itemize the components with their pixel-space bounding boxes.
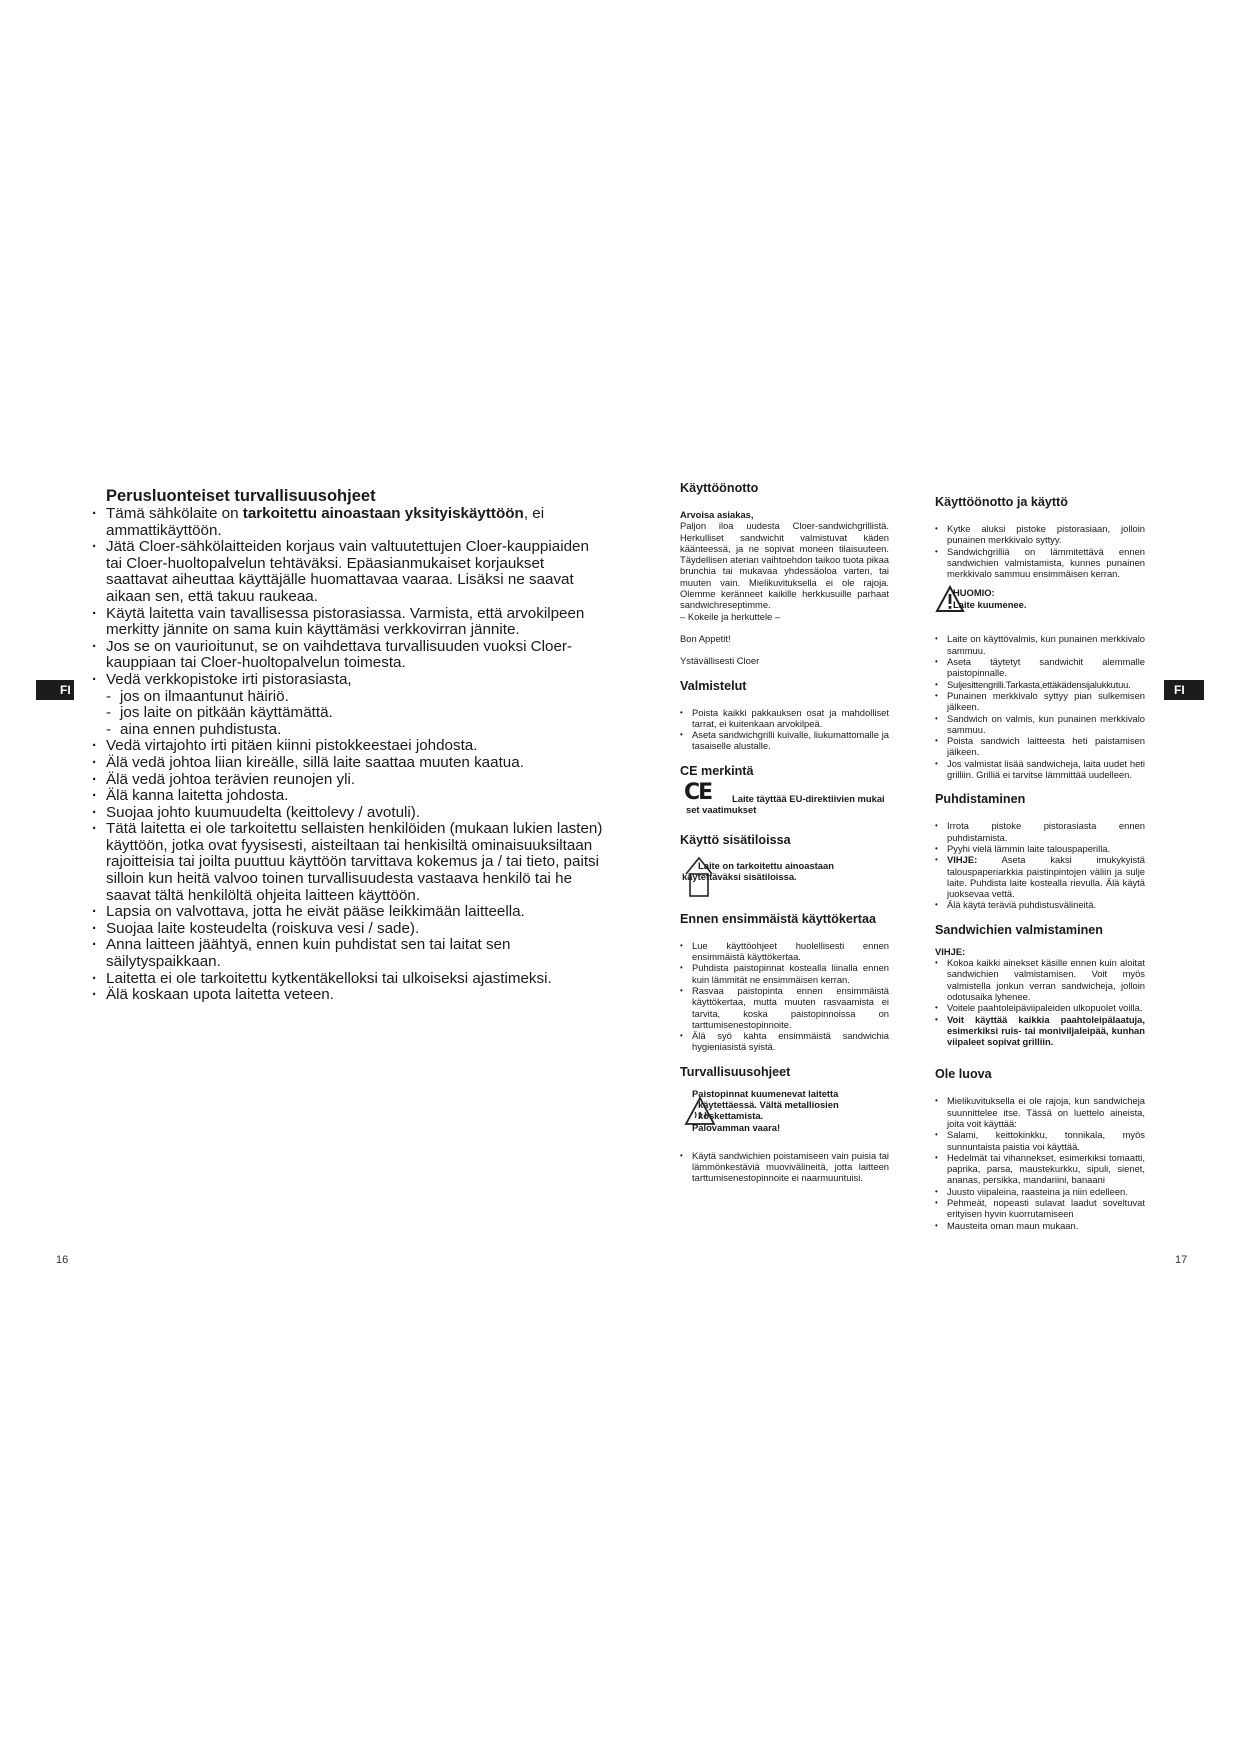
safety-item: · Vedä verkkopistoke irti pistorasiasta, xyxy=(92,672,604,689)
list-item: • Hedelmät tai vihannekset, esimerkiksi tomaatti, paprika, parsa, maustekurkku, sipuli, sienet, ananas, persikka, mandariini, banaani xyxy=(935,1152,1145,1186)
warning-text: käytettäessä. Vältä metalliosien xyxy=(698,1099,839,1111)
list-item: • Mausteita oman maun mukaan. xyxy=(935,1220,1145,1231)
list-item: • Pyyhi vielä lämmin laite talouspaperilla. xyxy=(935,843,1145,854)
page-number-right: 17 xyxy=(1175,1254,1188,1266)
ce-text: Laite täyttää EU-direktiivien mukai xyxy=(732,792,885,804)
section-valmistelut xyxy=(680,679,889,752)
list-item: • Voit käyttää kaikkia paahtoleipälaatuja, esimerkiksi ruis- tai moniviljaleipää, kunhan viipaleet sopivat grilliin. xyxy=(935,1014,1145,1048)
hot-warning xyxy=(935,581,1145,621)
list-item: • Salami, keittokinkku, tonnikala, myös sunnuntaista paistia voi käyttää. xyxy=(935,1129,1145,1152)
list-item: • Juusto viipaleina, raasteina ja niin edelleen. xyxy=(935,1186,1145,1197)
safety-item-text: Tämä sähkölaite on xyxy=(106,505,243,522)
safety-item-text: , ei ammattikäyttöön. xyxy=(106,505,545,539)
intro-tagline: – Kokeile ja herkuttele – xyxy=(680,610,781,622)
safety-item: · Älä koskaan upota laitetta veteen. xyxy=(92,987,604,1004)
list-item: • Poista kaikki pakkauksen osat ja mahdolliset tarrat, ei kuitenkaan arvokilpeä. xyxy=(680,707,889,730)
section-title: Sandwichien valmistaminen xyxy=(935,922,1103,937)
section-sisatiloissa xyxy=(680,833,889,900)
warning-text: Laite kuumenee. xyxy=(953,598,1027,610)
bon-appetit: Bon Appetit! xyxy=(680,632,731,644)
hot-surface-warning xyxy=(680,1088,889,1140)
safety-item: · Käytä laitetta vain tavallisessa pistorasiassa. Varmista, että arvokilpeen merkitty jännite on sama kuin käyttämäsi verkkovirran jännite. xyxy=(92,606,604,639)
safety-item: · Jätä Cloer-sähkölaitteiden korjaus vain valtuutettujen Cloer-kauppiaiden tai Cloer-huoltopalvelun tehtäväksi. Epäasianmukaiset korjaukset saattavat aiheuttaa käyttäjälle huomattavaa vaaraa. Lisäksi ne saavat aikaan sen, että takuu raukeaa. xyxy=(92,539,604,605)
safety-subitem: - aina ennen puhdistusta. xyxy=(106,720,282,738)
warning-text: koskettamista. xyxy=(698,1110,764,1122)
section-title: Käyttöönotto xyxy=(680,481,759,495)
safety-subitem-text: jos laite on pitkään käyttämättä. xyxy=(120,704,333,722)
list-item: • Puhdista paistopinnat kostealla liinalla ennen kuin lämmität ne ensimmäisen kerran. xyxy=(680,962,889,985)
list-item: • Käytä sandwichien poistamiseen vain puisia tai lämmönkestäviä muovivälineitä, jotta laitteen tarttumisenestopinnoite ei naarmuuntuisi. xyxy=(680,1150,889,1184)
list-item: • Pehmeät, nopeasti sulavat laadut soveltuvat erityisen hyvin kuorrutamiseen xyxy=(935,1197,1145,1220)
list-item: • Kytke aluksi pistoke pistorasiaan, jolloin punainen merkkivalo syttyy. xyxy=(935,523,1145,546)
ce-text: set vaatimukset xyxy=(686,804,757,816)
indoor-notice xyxy=(680,854,889,900)
indoor-text: Laite on tarkoitettu ainoastaan xyxy=(698,859,834,871)
safety-section xyxy=(92,487,604,1004)
ce-mark-icon: CE xyxy=(684,779,712,805)
safety-item-bold: tarkoitettu ainoastaan yksityiskäyttöön xyxy=(242,505,524,522)
intro-text: Paljon iloa uudesta Cloer-sandwichgrillistä. Herkulliset sandwichit valmistuvat käden käänteessä, ja ne sopivat moneen tilaisuuteen. Täydellisen aterian vaihtoehdon taikoo tuota pikaa brunchia tai mukavaa yhdessäoloa varten, tai muuten vain. Mielikuvituksella ei ole rajoja. Olemme keränneet kaikille herkkusuille parhaat sandwichreseptimme. xyxy=(680,520,889,611)
section-kayttoonotto xyxy=(680,481,889,667)
tip-text: Aseta kaksi imukykyistä talouspaperiarkkia paistinpintojen väliin ja sulje laite. Puhdista laite kostealla rievulla. Älä käytä juoksevaa vettä. xyxy=(947,854,1145,900)
section-ole-luova xyxy=(935,1067,1145,1231)
list-item: • Mielikuvituksella ei ole rajoja, kun sandwicheja suunnittelee itse. Tässä on luettelo aineista, joita voit käyttää: xyxy=(935,1095,1145,1129)
ce-notice xyxy=(680,779,889,821)
safety-item: · Tätä laitetta ei ole tarkoitettu sellaisten henkilöiden (mukaan lukien lasten) käyttöön, jotka ovat fyysisesti, aisteiltaan tai henkisiltä ominaisuuksiltaan rajoitteisia tai joilta puuttuu käyttöön tarvittava kokemus ja / tai tieto, paitsi silloin kun heitä valvoo toinen turvallisuudesta vastaava henkilö tai he saavat tältä henkilöltä ohjeita laitteen käyttöön. xyxy=(92,821,604,904)
section-ennen xyxy=(680,912,889,1053)
safety-subitem-text: jos on ilmaantunut häiriö. xyxy=(120,687,289,705)
list-item: • Älä käytä teräviä puhdistusvälineitä. xyxy=(935,899,1145,910)
section-title: Valmistelut xyxy=(680,678,747,693)
section-title: Ennen ensimmäistä käyttökertaa xyxy=(680,911,876,926)
right-column xyxy=(935,495,1145,1231)
warning-text: Paistopinnat kuumenevat laitetta xyxy=(692,1087,839,1099)
safety-item: · Vedä virtajohto irti pitäen kiinni pistokkeestaei johdosta. xyxy=(92,738,604,755)
regards: Ystävällisesti Cloer xyxy=(680,655,760,667)
safety-item: · Laitetta ei ole tarkoitettu kytkentäkelloksi tai ulkoiseksi ajastimeksi. xyxy=(92,971,604,988)
section-sandwich xyxy=(935,923,1145,1048)
section-title: Ole luova xyxy=(935,1067,992,1082)
safety-list xyxy=(92,506,604,1004)
warning-text: Palovamman vaara! xyxy=(692,1121,781,1133)
list-item: • Irrota pistoke pistorasiasta ennen puhdistamista. xyxy=(935,820,1145,843)
section-ce xyxy=(680,764,889,821)
section-title: Käyttöönotto ja käyttö xyxy=(935,495,1068,509)
page-number-left: 16 xyxy=(56,1254,69,1266)
safety-item: · Lapsia on valvottava, jotta he eivät pääse leikkimään laitteella. xyxy=(92,904,604,921)
list-item: • Voitele paahtoleipäviipaleiden ulkopuolet voilla. xyxy=(935,1002,1145,1013)
section-turva xyxy=(680,1065,889,1184)
safety-title: Perusluonteiset turvallisuusohjeet xyxy=(106,487,376,505)
list-item: • Poista sandwich laitteesta heti paistamisen jälkeen. xyxy=(935,735,1145,758)
list-item xyxy=(935,854,1145,899)
safety-subitem: - jos laite on pitkään käyttämättä. xyxy=(106,704,333,722)
tip-label: VIHJE: xyxy=(947,854,978,866)
language-tab-right: FI xyxy=(1164,680,1204,700)
list-item: • Aseta sandwichgrilli kuivalle, liukumattomalle ja tasaiselle alustalle. xyxy=(680,729,889,752)
list-item: • Kokoa kaikki ainekset käsille ennen kuin aloitat sandwichien valmistamisen. Voit myös valmistella jonkun verran sandwicheja, jolloin odotusaika lyhenee. xyxy=(935,957,1145,1002)
greeting: Arvoisa asiakas, xyxy=(680,509,754,520)
list-item: • Sandwichgrilliä on lämmitettävä ennen sandwichien valmistamista, kunnes punainen merkkivalo sammuu ensimmäisen kerran. xyxy=(935,546,1145,580)
safety-item: · Suojaa laite kosteudelta (roiskuva vesi / sade). xyxy=(92,921,604,938)
middle-column xyxy=(680,481,889,1184)
safety-item xyxy=(92,506,604,539)
list-item: • Punainen merkkivalo syttyy pian sulkemisen jälkeen. xyxy=(935,690,1145,713)
list-item: • Rasvaa paistopinta ennen ensimmäistä käyttökertaa, mutta muuten rasvaamista ei tarvita, koska paistopinnoissa on tarttumisenestopinnoite. xyxy=(680,985,889,1030)
section-title: CE merkintä xyxy=(680,763,754,778)
list-item: • Laite on käyttövalmis, kun punainen merkkivalo sammuu. xyxy=(935,633,1145,656)
section-puhdistaminen xyxy=(935,792,1145,910)
list-item: • Lue käyttöohjeet huolellisesti ennen ensimmäistä käyttökertaa. xyxy=(680,940,889,963)
language-tab-left: FI xyxy=(36,680,74,700)
safety-item: · Suojaa johto kuumuudelta (keittolevy / avotuli). xyxy=(92,805,604,822)
list-item: • Suljesittengrilli.Tarkasta,ettäkädensijalukkutuu. xyxy=(935,679,1145,690)
warning-text: HUOMIO: xyxy=(953,587,995,599)
section-kayttoonotto-ja-kaytto xyxy=(935,495,1145,780)
list-item: • Aseta täytetyt sandwichit alemmalle paistopinnalle. xyxy=(935,656,1145,679)
tip-label: VIHJE: xyxy=(935,945,966,957)
safety-subitem-text: aina ennen puhdistusta. xyxy=(120,720,282,738)
safety-item: · Jos se on vaurioitunut, se on vaihdettava turvallisuuden vuoksi Cloer-kauppiaan tai Cloer-huoltopalvelun toimesta. xyxy=(92,639,604,672)
safety-subitem: - jos on ilmaantunut häiriö. xyxy=(106,687,289,705)
list-item: • Älä syö kahta ensimmäistä sandwichia hygieniasistä syistä. xyxy=(680,1030,889,1053)
section-title: Puhdistaminen xyxy=(935,792,1026,807)
section-title: Turvallisuusohjeet xyxy=(680,1064,791,1079)
list-item: • Jos valmistat lisää sandwicheja, laita uudet heti grilliin. Grilliä ei tarvitse lämmittää uudelleen. xyxy=(935,758,1145,781)
indoor-text: käytettäväksi sisätiloissa. xyxy=(682,871,797,883)
safety-item: · Älä vedä johtoa terävien reunojen yli. xyxy=(92,772,604,789)
safety-item: · Anna laitteen jäähtyä, ennen kuin puhdistat sen tai laitat sen säilytyspaikkaan. xyxy=(92,937,604,970)
section-title: Käyttö sisätiloissa xyxy=(680,832,791,847)
safety-item: · Älä vedä johtoa liian kireälle, sillä laite saattaa muuten kaatua. xyxy=(92,755,604,772)
list-item: • Sandwich on valmis, kun punainen merkkivalo sammuu. xyxy=(935,713,1145,736)
safety-item: · Älä kanna laitetta johdosta. xyxy=(92,788,604,805)
